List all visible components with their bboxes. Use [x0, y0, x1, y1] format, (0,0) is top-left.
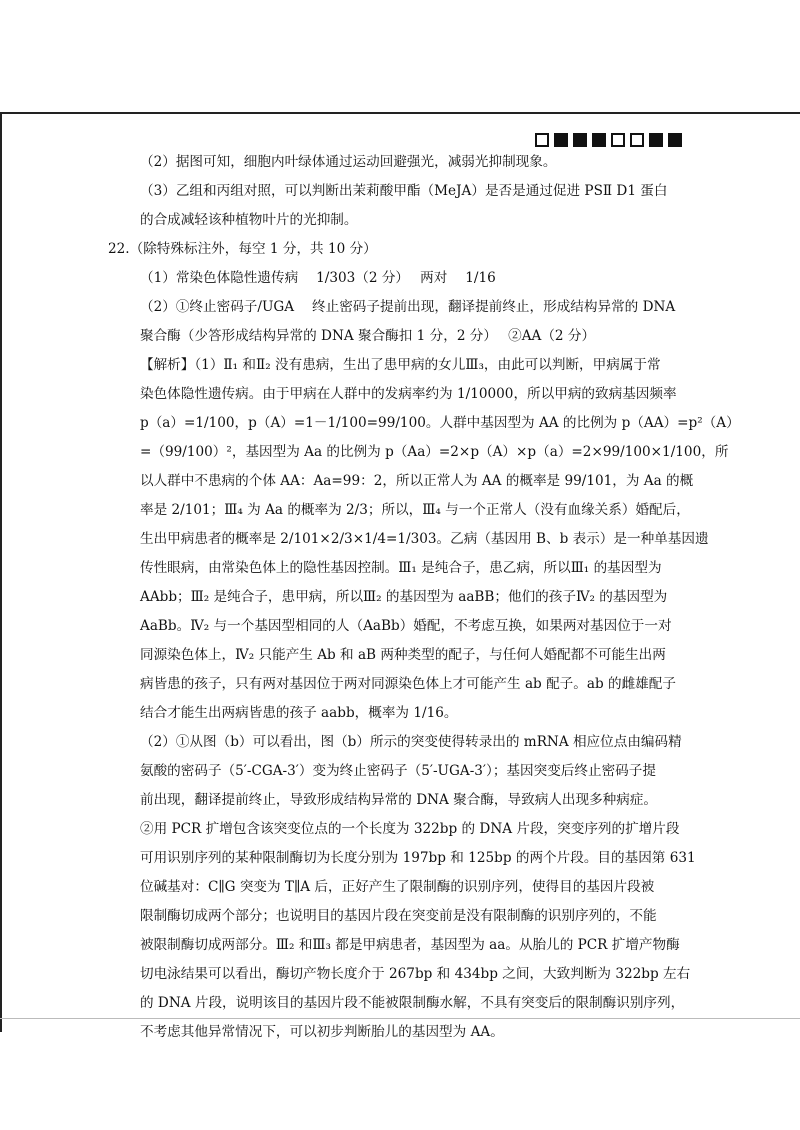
marker-square — [573, 133, 587, 147]
text-line: =（99/100）²，基因型为 Aa 的比例为 p（Aa）=2×p（A）×p（a）=2×99/100×1/100，所 — [140, 444, 729, 460]
page-marker-squares — [535, 133, 682, 147]
marker-square — [630, 133, 644, 147]
marker-square — [554, 133, 568, 147]
text-line: （2）据图可知，细胞内叶绿体通过运动回避强光，减弱光抑制现象。 — [140, 154, 557, 170]
text-line: 22.（除特殊标注外，每空 1 分，共 10 分） — [108, 241, 377, 257]
text-line: 位碱基对：C∥G 突变为 T∥A 后，正好产生了限制酶的识别序列，使得目的基因片段被 — [140, 879, 655, 895]
text-line: 同源染色体上，Ⅳ₂ 只能产生 Ab 和 aB 两种类型的配子，与任何人婚配都不可能生出两 — [140, 647, 666, 663]
marker-square — [535, 133, 549, 147]
text-line: 前出现，翻译提前终止，导致形成结构异常的 DNA 聚合酶，导致病人出现多种病症。 — [140, 792, 658, 808]
text-line: 氨酸的密码子（5′-CGA-3′）变为终止密码子（5′-UGA-3′）；基因突变后终止密码子提 — [140, 763, 656, 779]
text-line: 不考虑其他异常情况下，可以初步判断胎儿的基因型为 AA。 — [140, 1024, 504, 1040]
text-line: 率是 2/101；Ⅲ₄ 为 Aa 的概率为 2/3；所以，Ⅲ₄ 与一个正常人（没有血缘关系）婚配后， — [140, 502, 690, 518]
text-line: AAbb；Ⅲ₂ 是纯合子，患甲病，所以Ⅲ₂ 的基因型为 aaBB；他们的孩子Ⅳ₂ 的基因型为 — [140, 589, 668, 605]
text-line: 限制酶切成两个部分；也说明目的基因片段在突变前是没有限制酶的识别序列的，不能 — [140, 908, 657, 924]
marker-square — [611, 133, 625, 147]
text-line: 以人群中不患病的个体 AA：Aa=99：2，所以正常人为 AA 的概率是 99/101，为 Aa 的概 — [140, 473, 694, 489]
text-line: AaBb。Ⅳ₂ 与一个基因型相同的人（AaBb）婚配，不考虑互换，如果两对基因位于一对 — [140, 618, 672, 634]
text-line: p（a）=1/100，p（A）=1－1/100=99/100。人群中基因型为 AA 的比例为 p（AA）=p²（A） — [140, 415, 740, 431]
text-line: 生出甲病患者的概率是 2/101×2/3×1/4=1/303。乙病（基因用 B、b 表示）是一种单基因遗 — [140, 531, 709, 547]
text-line: （3）乙组和丙组对照，可以判断出茉莉酸甲酯（MeJA）是否是通过促进 PSⅡ D1 蛋白 — [140, 183, 668, 199]
text-line: 切电泳结果可以看出，酶切产物长度介于 267bp 和 434bp 之间，大致判断为 322bp 左右 — [140, 966, 691, 982]
text-line: （2）①终止密码子/UGA 终止密码子提前出现，翻译提前终止，形成结构异常的 DNA — [140, 299, 676, 315]
marker-square — [668, 133, 682, 147]
text-line: （1）常染色体隐性遗传病 1/303（2 分） 两对 1/16 — [140, 270, 496, 286]
text-line: 传性眼病，由常染色体上的隐性基因控制。Ⅲ₁ 是纯合子，患乙病，所以Ⅲ₁ 的基因型为 — [140, 560, 662, 576]
text-line: 【解析】（1）Ⅱ₁ 和Ⅱ₂ 没有患病，生出了患甲病的女儿Ⅲ₃，由此可以判断，甲病属于常 — [140, 357, 661, 373]
text-line: 聚合酶（少答形成结构异常的 DNA 聚合酶扣 1 分，2 分） ②AA（2 分） — [140, 328, 596, 344]
text-line: 被限制酶切成两部分。Ⅲ₂ 和Ⅲ₃ 都是甲病患者，基因型为 aa。从胎儿的 PCR 扩增产物酶 — [140, 937, 680, 953]
marker-square — [592, 133, 606, 147]
text-line: 的 DNA 片段，说明该目的基因片段不能被限制酶水解，不具有突变后的限制酶识别序列， — [140, 995, 685, 1011]
text-line: 的合成减轻该种植物叶片的光抑制。 — [140, 212, 358, 228]
marker-square — [649, 133, 663, 147]
text-line: （2）①从图（b）可以看出，图（b）所示的突变使得转录出的 mRNA 相应位点由编码精 — [140, 734, 682, 750]
top-border-line — [0, 112, 800, 114]
text-line: 可用识别序列的某种限制酶切为长度分别为 197bp 和 125bp 的两个片段。目的基因第 631 — [140, 850, 696, 866]
text-line: ②用 PCR 扩增包含该突变位点的一个长度为 322bp 的 DNA 片段，突变序列的扩增片段 — [140, 821, 680, 837]
left-border-line — [0, 112, 2, 1032]
text-line: 结合才能生出两病皆患的孩子 aabb，概率为 1/16。 — [140, 705, 458, 721]
text-line: 染色体隐性遗传病。由于甲病在人群中的发病率约为 1/10000，所以甲病的致病基因频率 — [140, 386, 677, 402]
answer-text-body — [108, 148, 740, 1047]
text-line: 病皆患的孩子，只有两对基因位于两对同源染色体上才可能产生 ab 配子。ab 的雌雄配子 — [140, 676, 676, 692]
